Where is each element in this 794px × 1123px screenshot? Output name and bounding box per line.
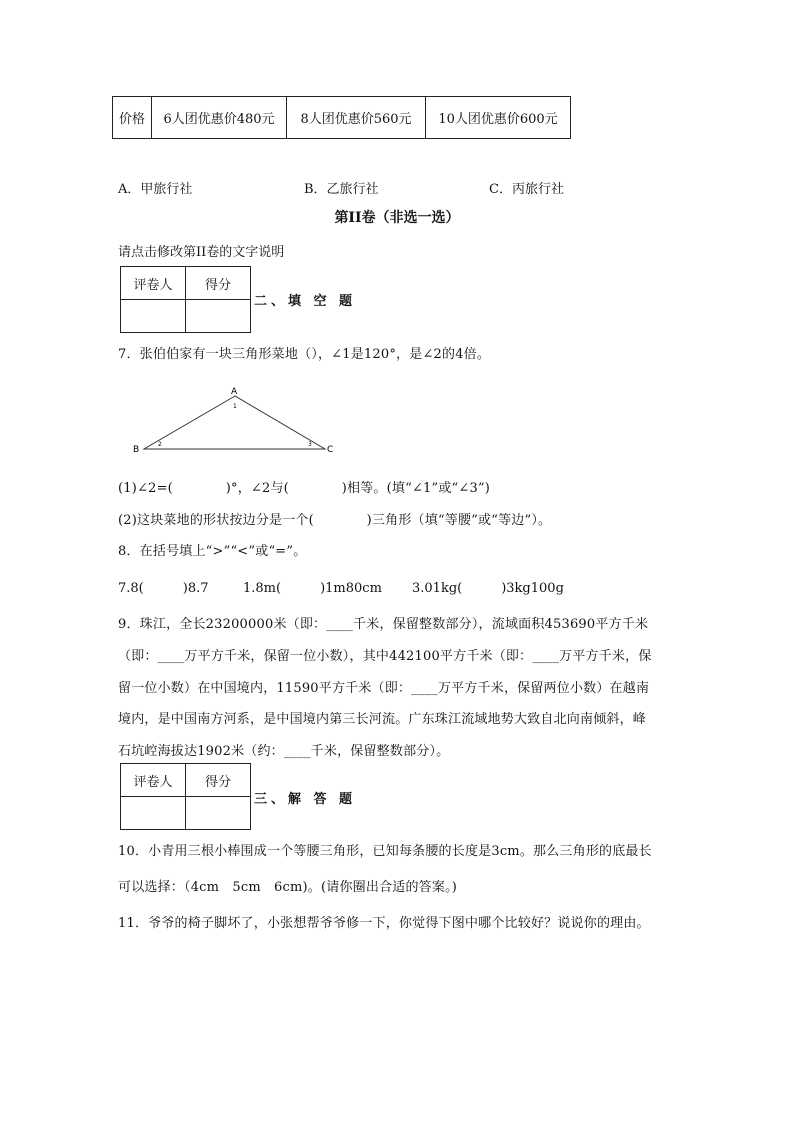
q9-line-5: 石坑崆海拔达1902米（约：____千米，保留整数部分）。 bbox=[118, 744, 450, 759]
q7-sub2: (2)这块菜地的形状按边分是一个( )三角形（填“等腰”或“等边”）。 bbox=[118, 513, 552, 528]
table-row bbox=[121, 300, 251, 333]
score-label: 得分 bbox=[186, 267, 251, 300]
price-cell-10: 10人团优惠价600元 bbox=[426, 97, 571, 139]
vertex-a-label: A bbox=[231, 387, 238, 397]
vertex-b-label: B bbox=[133, 445, 140, 455]
q8-item-3: 3.01kg( )3kg100g bbox=[412, 581, 564, 596]
grader-label: 评卷人 bbox=[121, 764, 186, 797]
section-2-title: 二、填 空 题 bbox=[254, 294, 357, 309]
table-row bbox=[113, 97, 571, 139]
q11-line: 11．爷爷的椅子脚坏了，小张想帮爷爷修一下，你觉得下图中哪个比较好？说说你的理由。 bbox=[118, 916, 650, 931]
grader-label: 评卷人 bbox=[121, 267, 186, 300]
grader-cell bbox=[121, 300, 186, 333]
q9-line-4: 境内，是中国南方河系，是中国境内第三长河流。广东珠江流域地势大致自北向南倾斜，峰 bbox=[118, 712, 647, 727]
price-cell-8: 8人团优惠价560元 bbox=[287, 97, 426, 139]
score-cell bbox=[186, 300, 251, 333]
price-header-cell: 价格 bbox=[113, 97, 152, 139]
vertex-c-label: C bbox=[327, 445, 334, 455]
q8-item-1: 7.8( )8.7 bbox=[118, 581, 209, 596]
option-b: B．乙旅行社 bbox=[304, 182, 379, 197]
q7-sub1: (1)∠2=( )°，∠2与( )相等。(填“∠1”或“∠3”) bbox=[118, 481, 491, 496]
q10-line-2: 可以选择：（4cm 5cm 6cm)。(请你圈出合适的答案。) bbox=[118, 880, 458, 895]
angle-1-label: 1 bbox=[233, 403, 237, 410]
part2-note: 请点击修改第II卷的文字说明 bbox=[118, 245, 285, 260]
angle-3-label: 3 bbox=[308, 441, 312, 448]
price-cell-6: 6人团优惠价480元 bbox=[152, 97, 287, 139]
part2-title: 第II卷（非选一选） bbox=[334, 210, 460, 226]
q9-line-1: 9．珠江，全长23200000米（即：____千米，保留整数部分），流域面积453690平方千米 bbox=[118, 617, 649, 632]
table-row bbox=[121, 764, 251, 797]
triangle-figure bbox=[128, 385, 340, 457]
q9-line-3: 留一位小数）在中国境内，11590平方千米（即：____万平方千米，保留两位小数）在越南 bbox=[118, 681, 650, 696]
score-box bbox=[120, 266, 251, 333]
q8-stem: 8．在括号填上“>”“<”或“=”。 bbox=[118, 544, 307, 559]
table-row bbox=[121, 267, 251, 300]
score-box bbox=[120, 763, 251, 830]
grader-cell bbox=[121, 797, 186, 830]
q9-line-2: （即：____万平方千米，保留一位小数），其中442100平方千米（即：____万平方千米，保 bbox=[118, 649, 652, 664]
q8-item-2: 1.8m( )1m80cm bbox=[243, 581, 382, 596]
score-label: 得分 bbox=[186, 764, 251, 797]
q7-stem: 7．张伯伯家有一块三角形菜地（），∠1是120°，是∠2的4倍。 bbox=[118, 347, 491, 362]
q10-line-1: 10．小青用三根小棒围成一个等腰三角形，已知每条腰的长度是3cm。那么三角形的底最长 bbox=[118, 844, 652, 859]
option-c: C．丙旅行社 bbox=[489, 182, 564, 197]
angle-2-label: 2 bbox=[158, 441, 162, 448]
price-table bbox=[112, 96, 571, 139]
score-cell bbox=[186, 797, 251, 830]
option-a: A．甲旅行社 bbox=[118, 182, 193, 197]
table-row bbox=[121, 797, 251, 830]
section-3-title: 三、解 答 题 bbox=[254, 792, 357, 807]
